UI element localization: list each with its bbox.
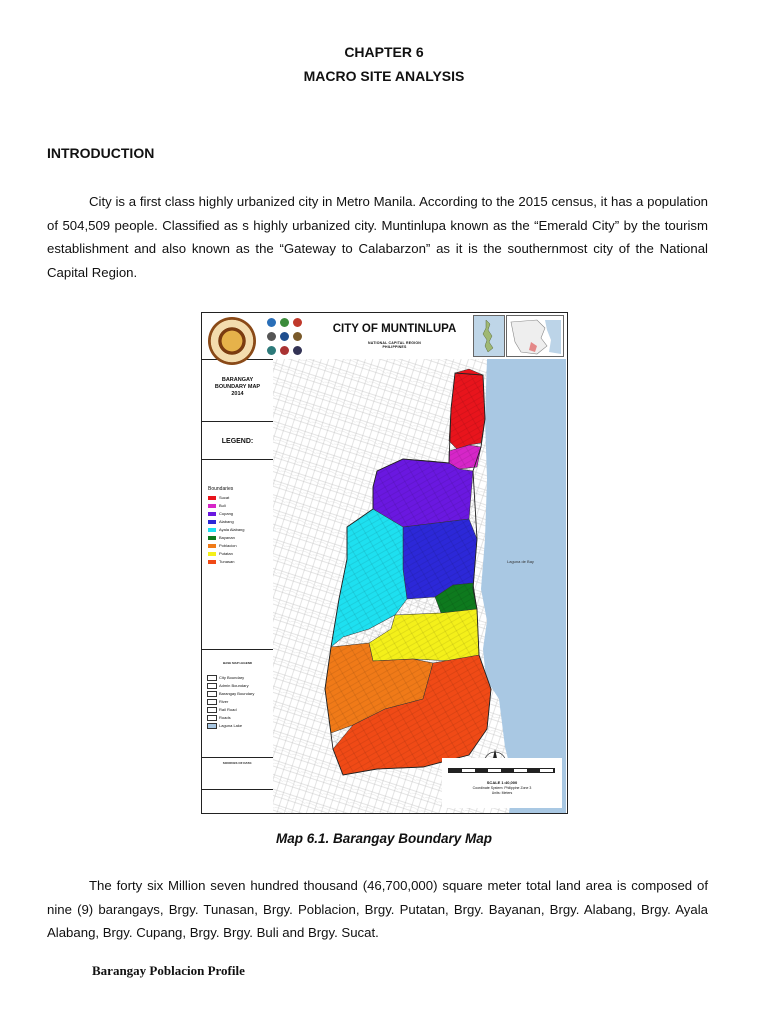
map-area <box>273 359 566 813</box>
map-subtitle <box>322 341 467 349</box>
basemap-item-label: River <box>219 699 229 705</box>
basemap-item-label: Roads <box>219 715 231 721</box>
map-header <box>202 313 566 360</box>
basemap-item-label: Barangay Boundary <box>219 691 255 697</box>
metro-manila-inset-map <box>506 315 564 357</box>
legend-item-label: Poblacion <box>219 543 237 548</box>
legend-item-bayanan <box>208 535 235 540</box>
legend-item-poblacion <box>208 543 237 548</box>
introduction-paragraph <box>47 190 708 284</box>
legend-item-label: Sucat <box>219 495 230 500</box>
sidebar-map-title: BARANGAY BOUNDARY MAP 2014 <box>214 377 261 397</box>
legend-item-label: Ayala Alabang <box>219 527 245 532</box>
legend-label: LEGEND: <box>221 438 254 445</box>
basemap-item <box>207 683 249 689</box>
basemap-swatch <box>207 691 217 697</box>
chapter-title: MACRO SITE ANALYSIS <box>303 68 465 84</box>
legend-swatch <box>208 496 216 500</box>
scale-bar <box>448 768 555 773</box>
legend-item-label: Cupang <box>219 511 234 516</box>
land-area-text: The forty six Million seven hundred thousand (46,700,000) square meter total land area is composed of nine (9) barangays, Brgy. Tunasan, Brgy. Poblacion, Brgy. Putatan, Brgy. Bayanan, Brgy. Alabang, Brgy. Ayala Alabang, Brgy. Cupang, Brgy. Brgy. Buli and Brgy. Sucat. <box>47 878 708 940</box>
lake-label: Laguna de Bay <box>507 559 534 564</box>
city-seal-logo <box>208 317 256 365</box>
legend-item-ayala-alabang <box>208 527 245 532</box>
legend-swatch <box>208 504 216 508</box>
legend-item-tunasan <box>208 559 234 564</box>
basemap-item-label: Laguna Lake <box>219 723 243 729</box>
basemap-legend-label: BASE MAP LEGEND <box>222 661 253 665</box>
scale-info-box <box>442 758 562 808</box>
legend-swatch <box>208 528 216 532</box>
legend-swatch <box>208 560 216 564</box>
legend-swatch <box>208 520 216 524</box>
basemap-swatch <box>207 699 217 705</box>
introduction-heading: INTRODUCTION <box>47 145 155 161</box>
legend-swatch <box>208 536 216 540</box>
legend-item-label: Bayanan <box>219 535 235 540</box>
basemap-item <box>207 707 237 713</box>
basemap-swatch <box>207 675 217 681</box>
legend-item-alabang <box>208 519 234 524</box>
basemap-item <box>207 691 254 697</box>
basemap-item <box>207 675 244 681</box>
barangay-map-svg <box>273 359 566 813</box>
agency-logo <box>267 332 276 341</box>
basemap-item <box>207 715 231 721</box>
basemap-item-label: Admin Boundary <box>219 683 249 689</box>
basemap-swatch <box>207 707 217 713</box>
legend-item-label: Putatan <box>219 551 233 556</box>
legend-item-label: Buli <box>219 503 226 508</box>
agency-logo <box>267 346 276 355</box>
agency-logo <box>293 332 302 341</box>
agency-logo <box>280 346 289 355</box>
legend-swatch <box>208 544 216 548</box>
map-subtitle-region: NATIONAL CAPITAL REGION <box>368 341 421 345</box>
introduction-text: City is a first class highly urbanized city in Metro Manila. According to the 2015 census, it has a population of 504,509 people. Classified as s highly urbanized city. Muntinlupa known as the “Emerald City” by the tourism establishment and also known as the “Gateway to Calabarzon” as it is the southernmost city of the National Capital Region. <box>47 194 708 280</box>
units-note: Units: Meters <box>491 791 513 795</box>
poblacion-profile-heading: Barangay Poblacion Profile <box>92 963 245 978</box>
legend-swatch <box>208 552 216 556</box>
basemap-swatch <box>207 683 217 689</box>
barangay-boundary-map <box>201 312 568 814</box>
legend-item-label: Tunasan <box>219 559 235 564</box>
legend-item-buli <box>208 503 226 508</box>
sources-label: SOURCES OF DATA: <box>222 761 253 765</box>
coordinate-system-note: Coordinate System: Philippine Zone 3 <box>472 786 532 790</box>
basemap-item <box>207 723 242 729</box>
philippines-inset-map <box>473 315 505 357</box>
agency-logo <box>293 318 302 327</box>
legend-item-label: Alabang <box>219 519 234 524</box>
legend-item-cupang <box>208 511 233 516</box>
legend-item-sucat <box>208 495 229 500</box>
philippines-outline-icon <box>474 316 504 356</box>
map-caption: Map 6.1. Barangay Boundary Map <box>275 831 493 846</box>
agency-logo <box>267 318 276 327</box>
basemap-item <box>207 699 228 705</box>
map-sidebar <box>202 359 274 813</box>
basemap-item-label: Rail Road <box>219 707 237 713</box>
agency-logo <box>293 346 302 355</box>
legend-item-putatan <box>208 551 233 556</box>
map-title: CITY OF MUNTINLUPA <box>332 323 457 335</box>
basemap-swatch <box>207 715 217 721</box>
legend-swatch <box>208 512 216 516</box>
agency-logo <box>280 332 289 341</box>
basemap-item-label: City Boundary <box>219 675 245 681</box>
boundaries-label: Boundaries <box>208 486 234 492</box>
chapter-number: CHAPTER 6 <box>344 44 424 60</box>
land-area-paragraph <box>47 874 708 945</box>
map-subtitle-country: PHILIPPINES <box>382 345 407 349</box>
scale-label: SCALE 1:40,000 <box>486 780 518 785</box>
agency-logo <box>280 318 289 327</box>
basemap-swatch <box>207 723 217 729</box>
metro-manila-outline-icon <box>507 316 563 356</box>
